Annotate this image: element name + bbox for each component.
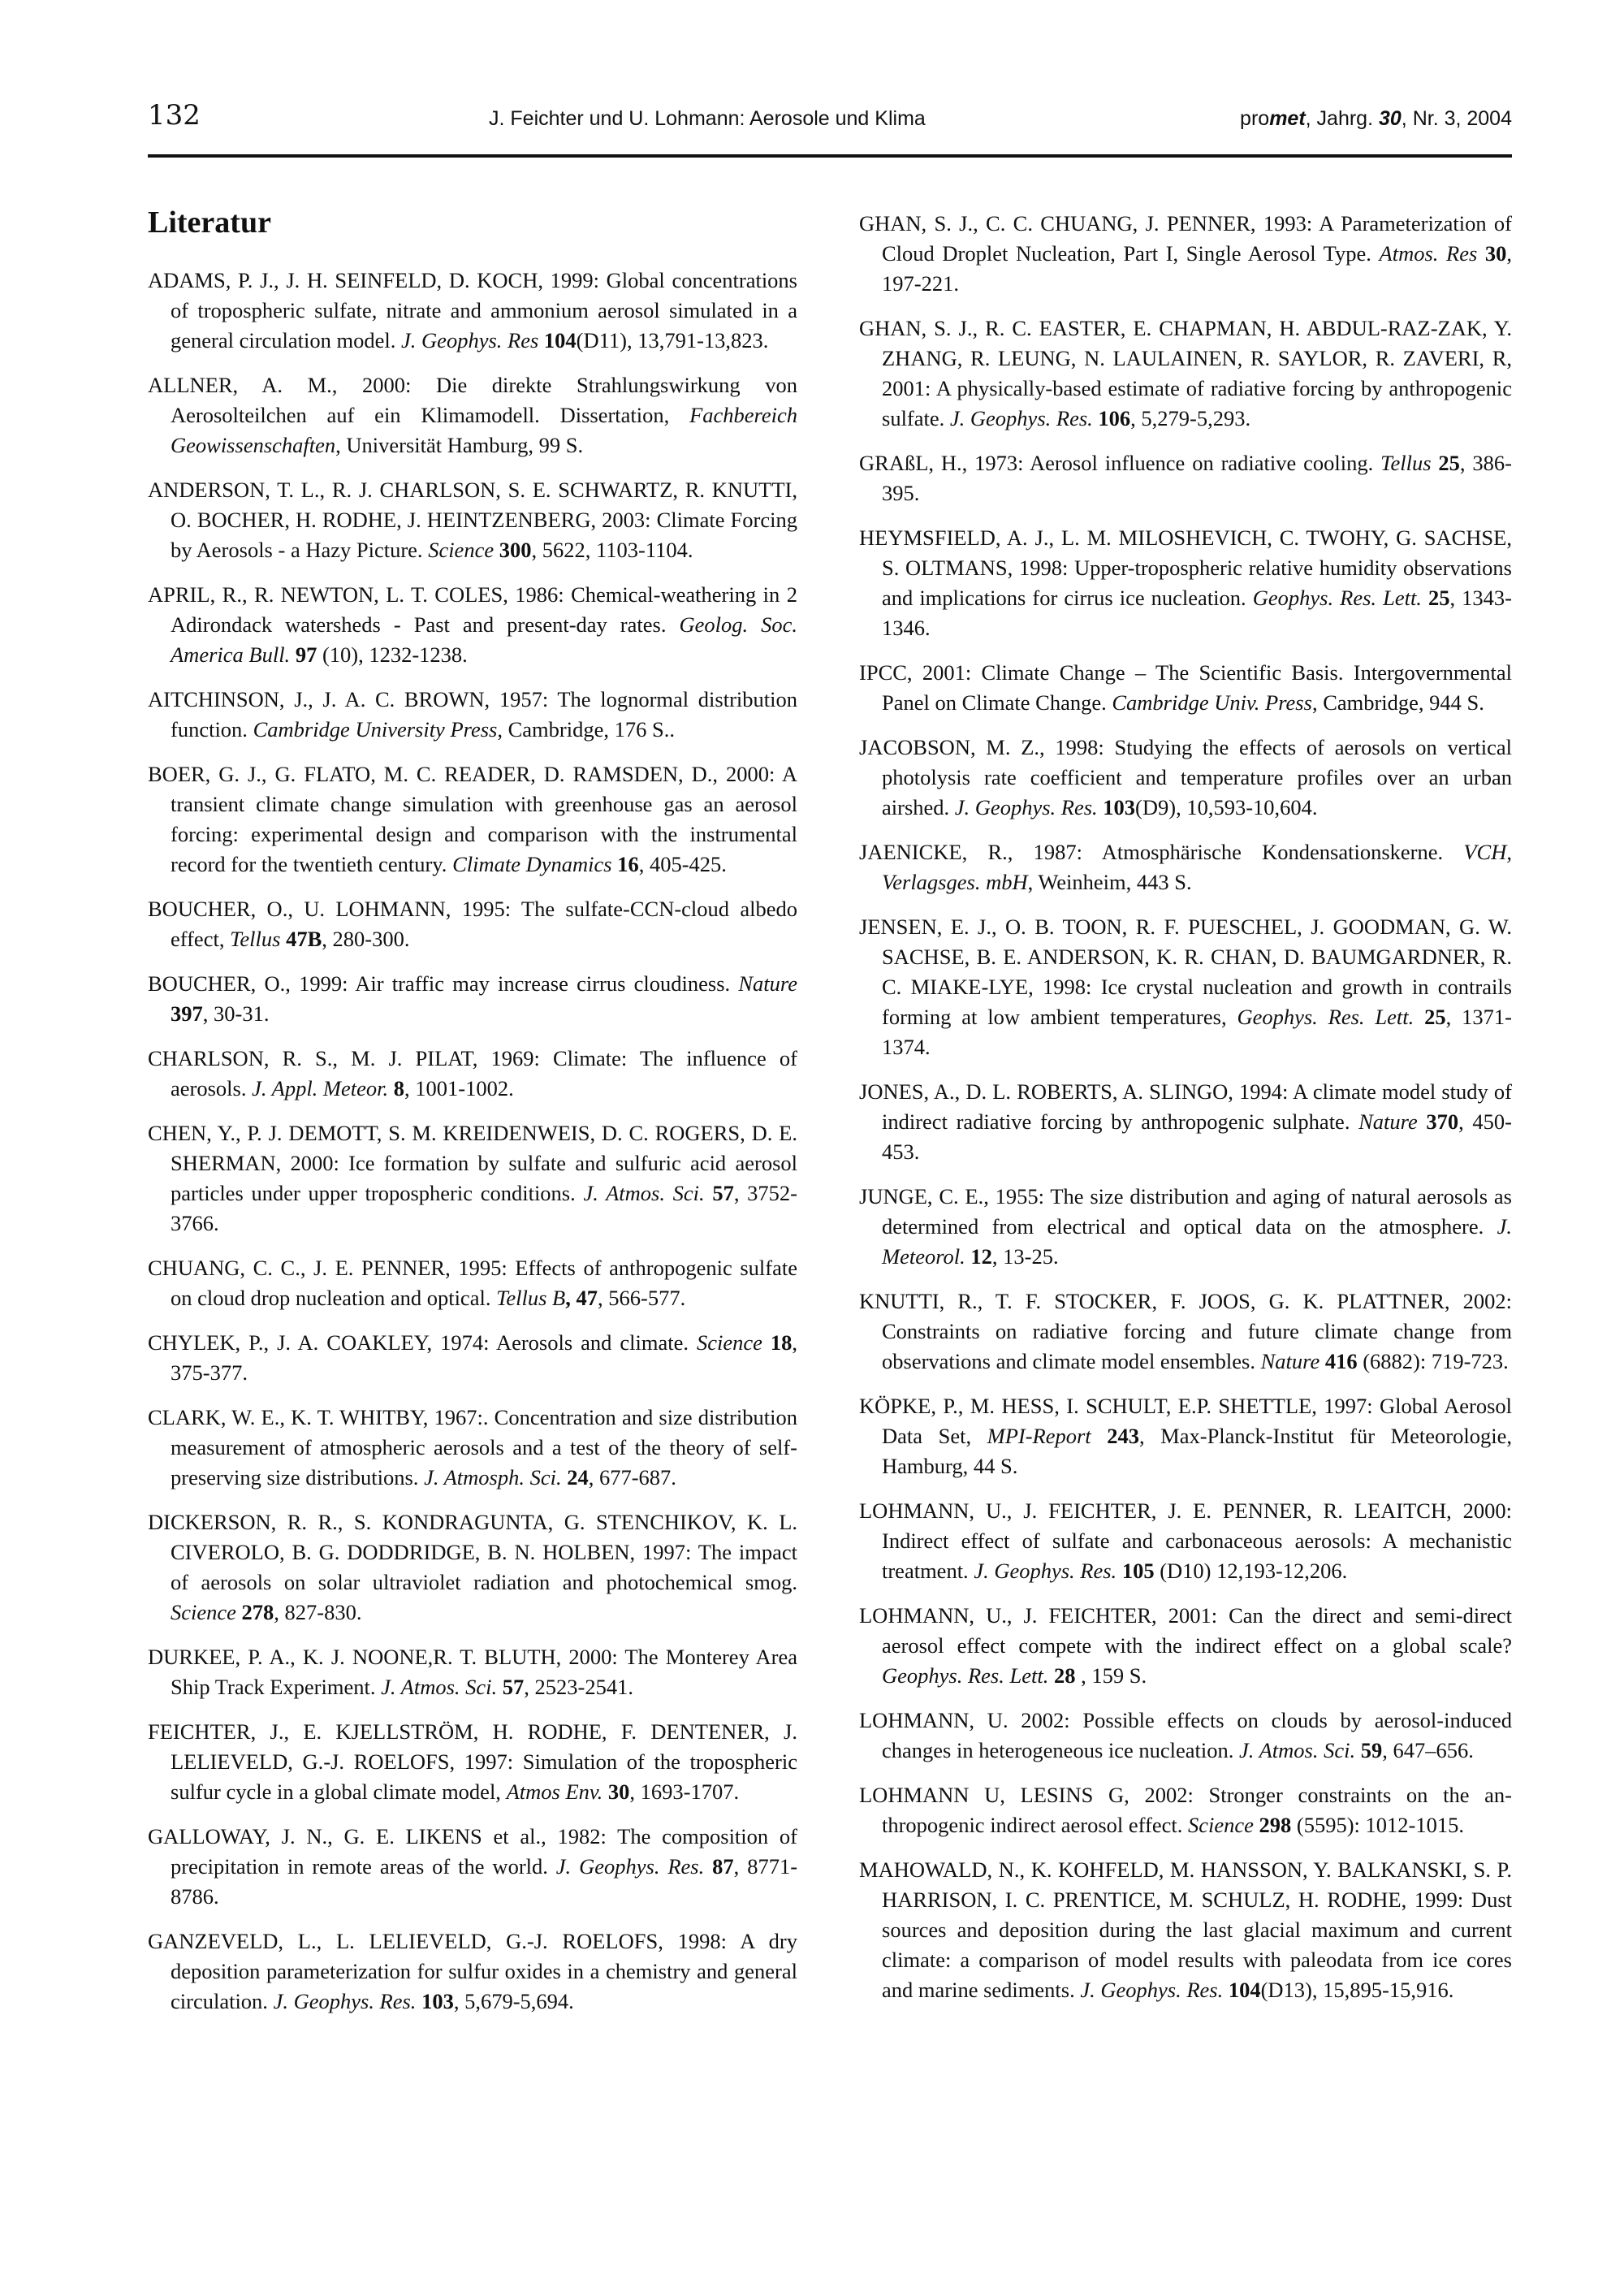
reference-text: ALLNER, A. M., 2000: Die direkte Strahlungswirkung von Aerosolteilchen auf ein Klimamodell. Dissertation,: [148, 373, 797, 427]
reference-pages: , 375-377.: [171, 1330, 798, 1385]
journal-info: [1240, 107, 1512, 131]
reference-entry: [859, 209, 1512, 299]
reference-pages: , 386-395.: [882, 451, 1513, 505]
reference-text: JAENICKE, R., 1987: Atmosphärische Kondensationskerne.: [859, 840, 1464, 864]
reference-pages: , 1343-1346.: [882, 586, 1513, 640]
reference-entry: [148, 1717, 797, 1807]
reference-text: MAHOWALD, N., K. KOHFELD, M. HANSSON, Y. BALKANSKI, S. P. HARRISON, I. C. PRENTICE, M. SCHULZ, H. RODHE, 1999: Dust sources and deposition during the last glacial maximum and current climate: a comparison of model results with paleodata from ice cores and marine sediments.: [859, 1857, 1512, 2002]
reference-entry: [859, 1780, 1512, 1840]
reference-journal: J. Appl. Meteor.: [252, 1076, 389, 1100]
reference-pages: , 677-687.: [588, 1465, 676, 1490]
reference-entry: [859, 1601, 1512, 1691]
reference-text: GRAßL, H., 1973: Aerosol influence on radiative cooling.: [859, 451, 1381, 475]
reference-volume: 103: [1097, 795, 1136, 819]
reference-text: LOHMANN U, LESINS G, 2002: Stronger constraints on the anthropogenic indirect aerosol effect.: [859, 1783, 1512, 1837]
reference-entry: [859, 1391, 1512, 1481]
reference-text: DICKERSON, R. R., S. KONDRAGUNTA, G. STENCHIKOV, K. L. CIVEROLO, B. G. DODDRIDGE, B. N. HOLBEN, 1997: The impact of aerosols on solar ultraviolet radiation and photochemical smog.: [148, 1510, 797, 1594]
reference-text: JENSEN, E. J., O. B. TOON, R. F. PUESCHEL, J. GOODMAN, G. W. SACHSE, B. E. ANDERSON, K. R. CHAN, D. BAUMGARDNER, R. C. MIAKE-LYE, 1998: Ice crystal nucleation and growth in contrails forming at low ambient temperatures,: [859, 915, 1512, 1029]
journal-name-met: met: [1269, 107, 1306, 130]
reference-journal: J. Atmos. Sci.: [583, 1181, 705, 1205]
reference-entry: [148, 266, 797, 356]
reference-volume: 104: [538, 328, 577, 352]
reference-text: JUNGE, C. E., 1955: The size distribution and aging of natural aerosols as determined from electrical and optical data on the atmosphere.: [859, 1184, 1512, 1239]
reference-pages: , 2523-2541.: [524, 1675, 633, 1699]
reference-volume: 47B: [280, 927, 322, 951]
reference-journal: J. Geophys. Res.: [949, 406, 1093, 430]
journal-year-label: , Jahrg.: [1305, 107, 1379, 130]
reference-entry: [859, 658, 1512, 718]
reference-text: LOHMANN, U., J. FEICHTER, 2001: Can the direct and semi-direct aerosol effect compete with the indirect effect on a global scale?: [859, 1603, 1512, 1658]
reference-entry: [148, 475, 797, 565]
reference-journal: J. Geophys. Res.: [1080, 1978, 1224, 2002]
reference-text: CLARK, W. E., K. T. WHITBY, 1967:. Concentration and size distribution measurement of atmospheric aerosols and a test of the theory of self-preserving size distributions.: [148, 1405, 797, 1490]
reference-text: IPCC, 2001: Climate Change – The Scientific Basis. Intergovernmental Panel on Climate Change.: [859, 660, 1512, 715]
journal-volume: 30: [1378, 107, 1402, 130]
reference-entry: [148, 894, 797, 954]
reference-entry: [148, 1044, 797, 1104]
reference-volume: 30: [603, 1779, 630, 1804]
reference-entry: [859, 313, 1512, 434]
reference-entry: [148, 1328, 797, 1388]
reference-pages: (6882): 719-723.: [1357, 1349, 1509, 1373]
reference-entry: [859, 733, 1512, 823]
section-heading: Literatur: [148, 205, 271, 240]
reference-journal: Fachbereich Geowissenschaften: [171, 403, 797, 457]
journal-name-pro: pro: [1240, 107, 1270, 130]
reference-volume: 12: [965, 1244, 992, 1269]
reference-journal: J. Geophys. Res.: [555, 1854, 705, 1879]
reference-text: CHEN, Y., P. J. DEMOTT, S. M. KREIDENWEIS, D. C. ROGERS, D. E. SHERMAN, 2000: Ice formation by sulfate and sulfuric acid aerosol particles under upper tropospheric conditions.: [148, 1121, 797, 1205]
reference-journal: Tellus: [1380, 451, 1432, 475]
reference-text: ANDERSON, T. L., R. J. CHARLSON, S. E. SCHWARTZ, R. KNUTTI, O. BOCHER, H. RODHE, J. HEINTZENBERG, 2003: Climate Forcing by Aerosols - a Hazy Picture.: [148, 478, 797, 562]
reference-text: JONES, A., D. L. ROBERTS, A. SLINGO, 1994: A climate model study of indirect radiative forcing by anthropogenic sulphate.: [859, 1079, 1512, 1134]
reference-pages: , 827-830.: [274, 1600, 362, 1624]
reference-journal: Science: [428, 538, 495, 562]
reference-journal: Science: [171, 1600, 236, 1624]
reference-text: CHUANG, C. C., J. E. PENNER, 1995: Effects of anthropogenic sulfate on cloud drop nucleation and optical.: [148, 1256, 797, 1310]
reference-volume: 416: [1320, 1349, 1358, 1373]
reference-pages: (5595): 1012-1015.: [1291, 1813, 1464, 1837]
reference-entry: [148, 370, 797, 460]
reference-text: APRIL, R., R. NEWTON, L. T. COLES, 1986: Chemical-weathering in 2 Adirondack watersheds - Past and present-day rates.: [148, 582, 797, 637]
reference-pages: , 1693-1707.: [629, 1779, 740, 1804]
reference-pages: , 5,679-5,694.: [453, 1989, 574, 2013]
reference-pages: , Max-Planck-Institut für Meteorologie, Hamburg, 44 S.: [882, 1424, 1512, 1478]
reference-journal: Geophys. Res. Lett.: [1237, 1005, 1415, 1029]
reference-journal: Science: [1187, 1813, 1254, 1837]
reference-entry: [859, 1496, 1512, 1586]
reference-volume: 278: [235, 1600, 274, 1624]
reference-volume: 16: [611, 852, 639, 876]
reference-volume: , 47: [565, 1286, 598, 1310]
reference-journal: J. Geophys. Res: [401, 328, 539, 352]
reference-entry: [148, 969, 797, 1029]
reference-volume: 103: [416, 1989, 454, 2013]
reference-pages: (D9), 10,593-10,604.: [1135, 795, 1318, 819]
reference-journal: Nature: [1358, 1109, 1418, 1134]
reference-text: FEICHTER, J., E. KJELLSTRÖM, H. RODHE, F. DENTENER, J. LELIEVELD, G.-J. ROELOFS, 1997: Simulation of the tropospheric sulfur cycle in a global climate model,: [148, 1719, 797, 1804]
reference-pages: (D13), 15,895-15,916.: [1260, 1978, 1454, 2002]
reference-volume: 298: [1253, 1813, 1292, 1837]
reference-journal: Geolog. Soc. America Bull.: [171, 612, 797, 667]
reference-text: HEYMSFIELD, A. J., L. M. MILOSHEVICH, C. TWOHY, G. SACHSE, S. OLTMANS, 1998: Upper-tropospheric relative humidity observations and implications for cirrus ice nucleation.: [859, 525, 1512, 610]
reference-journal: Geophys. Res. Lett.: [882, 1663, 1049, 1688]
reference-journal: Atmos Env.: [506, 1779, 603, 1804]
reference-text: AITCHINSON, J., J. A. C. BROWN, 1957: The lognormal distribution function.: [148, 687, 797, 742]
reference-volume: 87: [704, 1854, 734, 1879]
reference-volume: 25: [1431, 451, 1460, 475]
reference-text: CHARLSON, R. S., M. J. PILAT, 1969: Climate: The influence of aerosols.: [148, 1046, 797, 1100]
reference-volume: 8: [388, 1076, 405, 1100]
reference-journal: Climate Dynamics: [452, 852, 612, 876]
reference-entry: [859, 1182, 1512, 1272]
reference-journal: Nature: [738, 971, 797, 996]
reference-volume: 97: [290, 642, 317, 667]
reference-pages: , Weinheim, 443 S.: [1027, 870, 1192, 894]
reference-volume: 24: [561, 1465, 589, 1490]
reference-pages: , 450-453.: [882, 1109, 1513, 1164]
reference-volume: 370: [1417, 1109, 1459, 1134]
page-header: [148, 99, 1512, 140]
reference-volume: 59: [1355, 1738, 1383, 1762]
reference-text: BOUCHER, O., U. LOHMANN, 1995: The sulfate-CCN-cloud albedo effect,: [148, 897, 797, 951]
reference-entry: [859, 1706, 1512, 1766]
reference-pages: , 8771-8786.: [171, 1854, 798, 1909]
reference-text: BOER, G. J., G. FLATO, M. C. READER, D. RAMSDEN, D., 2000: A transient climate change simulation with greenhouse gas an aerosol forcing: experimental design and comparison with the instrumental record for the twentieth century.: [148, 762, 797, 876]
reference-volume: 104: [1223, 1978, 1261, 2002]
reference-pages: , 1001-1002.: [404, 1076, 514, 1100]
reference-volume: 25: [1414, 1005, 1446, 1029]
reference-journal: Geophys. Res. Lett.: [1252, 586, 1422, 610]
reference-text: KNUTTI, R., T. F. STOCKER, F. JOOS, G. K. PLATTNER, 2002: Constraints on radiative forcing and future climate change from observations and climate model ensembles.: [859, 1289, 1512, 1373]
reference-journal: J. Geophys. Res.: [954, 795, 1098, 819]
reference-volume: 18: [762, 1330, 793, 1355]
reference-text: KÖPKE, P., M. HESS, I. SCHULT, E.P. SHETTLE, 1997: Global Aerosol Data Set,: [859, 1394, 1512, 1448]
reference-volume: 57: [497, 1675, 525, 1699]
reference-journal: Cambridge University Press: [253, 717, 498, 742]
reference-journal: J. Atmos. Sci.: [1239, 1738, 1356, 1762]
reference-volume: 28: [1048, 1663, 1076, 1688]
reference-entry: [148, 1253, 797, 1313]
reference-journal: Cambridge Univ. Press: [1112, 690, 1312, 715]
reference-pages: , 405-425.: [638, 852, 727, 876]
reference-journal: J. Geophys. Res.: [974, 1559, 1117, 1583]
reference-text: DURKEE, P. A., K. J. NOONE,R. T. BLUTH, 2000: The Monterey Area Ship Track Experiment.: [148, 1645, 797, 1699]
reference-pages: , Cambridge, 176 S..: [497, 717, 675, 742]
reference-text: GANZEVELD, L., L. LELIEVELD, G.-J. ROELOFS, 1998: A dry deposition parameterization for sulfur oxides in a chemistry and general circulation.: [148, 1929, 797, 2013]
reference-volume: 300: [494, 538, 532, 562]
reference-pages: (D11), 13,791-13,823.: [576, 328, 769, 352]
reference-entry: [148, 580, 797, 670]
reference-journal: Tellus B: [496, 1286, 566, 1310]
reference-text: CHYLEK, P., J. A. COAKLEY, 1974: Aerosols and climate.: [148, 1330, 697, 1355]
page-number: 132: [148, 99, 201, 132]
reference-text: BOUCHER, O., 1999: Air traffic may increase cirrus cloudiness.: [148, 971, 739, 996]
reference-pages: , Cambridge, 944 S.: [1311, 690, 1484, 715]
reference-volume: 397: [171, 1001, 203, 1026]
reference-pages: , 159 S.: [1075, 1663, 1147, 1688]
reference-entry: [148, 1403, 797, 1493]
reference-entry: [148, 1642, 797, 1702]
running-title: J. Feichter und U. Lohmann: Aerosole und Klima: [489, 107, 926, 130]
reference-volume: 106: [1092, 406, 1131, 430]
reference-entry: [859, 1077, 1512, 1167]
reference-pages: (D10) 12,193-12,206.: [1154, 1559, 1348, 1583]
journal-issue: , Nr. 3, 2004: [1401, 107, 1512, 130]
reference-journal: MPI-Report: [987, 1424, 1091, 1448]
reference-entry: [859, 837, 1512, 897]
reference-entry: [859, 912, 1512, 1062]
reference-text: JACOBSON, M. Z., 1998: Studying the effects of aerosols on vertical photolysis rate coefficient and temperature profiles over an urban airshed.: [859, 735, 1512, 819]
reference-pages: , 197-221.: [882, 241, 1513, 296]
reference-pages: , 13-25.: [991, 1244, 1059, 1269]
reference-entry: [148, 759, 797, 880]
reference-pages: , 647–656.: [1382, 1738, 1474, 1762]
reference-entry: [148, 685, 797, 745]
reference-text: GHAN, S. J., C. C. CHUANG, J. PENNER, 1993: A Parameterization of Cloud Droplet Nucleation, Part I, Single Aerosol Type.: [859, 211, 1512, 266]
reference-volume: 243: [1091, 1424, 1139, 1448]
references-left-column: [148, 266, 797, 2031]
reference-volume: 25: [1421, 586, 1450, 610]
reference-journal: Atmos. Res: [1379, 241, 1478, 266]
reference-volume: 30: [1477, 241, 1507, 266]
reference-journal: J. Atmosph. Sci.: [424, 1465, 562, 1490]
reference-text: GHAN, S. J., R. C. EASTER, E. CHAPMAN, H. ABDUL-RAZ-ZAK, Y. ZHANG, R. LEUNG, N. LAULAINEN, R. SAYLOR, R. ZAVERI, R, 2001: A physically-based estimate of radiative forcing by anthropogenic sulfate.: [859, 316, 1512, 430]
reference-entry: [859, 448, 1512, 508]
reference-entry: [859, 523, 1512, 643]
reference-pages: , 280-300.: [322, 927, 410, 951]
reference-pages: , Universität Hamburg, 99 S.: [335, 433, 584, 457]
reference-journal: J. Geophys. Res.: [273, 1989, 417, 2013]
reference-pages: , 30-31.: [202, 1001, 270, 1026]
reference-journal: Nature: [1260, 1349, 1320, 1373]
reference-text: LOHMANN, U. 2002: Possible effects on clouds by aerosol-induced changes in heterogeneous ice nucleation.: [859, 1708, 1512, 1762]
reference-journal: Tellus: [230, 927, 281, 951]
reference-journal: VCH, Verlagsges. mbH: [882, 840, 1512, 894]
reference-entry: [148, 1822, 797, 1912]
reference-text: LOHMANN, U., J. FEICHTER, J. E. PENNER, R. LEAITCH, 2000: Indirect effect of sulfate and carbonaceous aerosols: A mechanistic treatment.: [859, 1498, 1512, 1583]
references-right-column: [859, 209, 1512, 2020]
reference-volume: 57: [704, 1181, 734, 1205]
reference-pages: , 566-577.: [598, 1286, 686, 1310]
reference-pages: , 1371-1374.: [882, 1005, 1512, 1059]
reference-text: ADAMS, P. J., J. H. SEINFELD, D. KOCH, 1999: Global concentrations of tropospheric sulfate, nitrate and ammonium aerosol simulated in a general circulation model.: [148, 268, 797, 352]
reference-entry: [148, 1926, 797, 2017]
reference-journal: Science: [696, 1330, 762, 1355]
reference-text: GALLOWAY, J. N., G. E. LIKENS et al., 1982: The composition of precipitation in remote areas of the world.: [148, 1824, 797, 1879]
reference-pages: , 5,279-5,293.: [1130, 406, 1251, 430]
reference-entry: [859, 1855, 1512, 2005]
reference-entry: [859, 1286, 1512, 1377]
header-rule: [148, 154, 1512, 158]
reference-journal: J. Meteorol.: [882, 1214, 1512, 1269]
reference-pages: , 5622, 1103-1104.: [531, 538, 693, 562]
reference-pages: , 3752-3766.: [171, 1181, 797, 1235]
reference-entry: [148, 1118, 797, 1239]
reference-entry: [148, 1507, 797, 1628]
reference-pages: (10), 1232-1238.: [317, 642, 468, 667]
reference-volume: 105: [1116, 1559, 1155, 1583]
reference-journal: J. Atmos. Sci.: [381, 1675, 498, 1699]
